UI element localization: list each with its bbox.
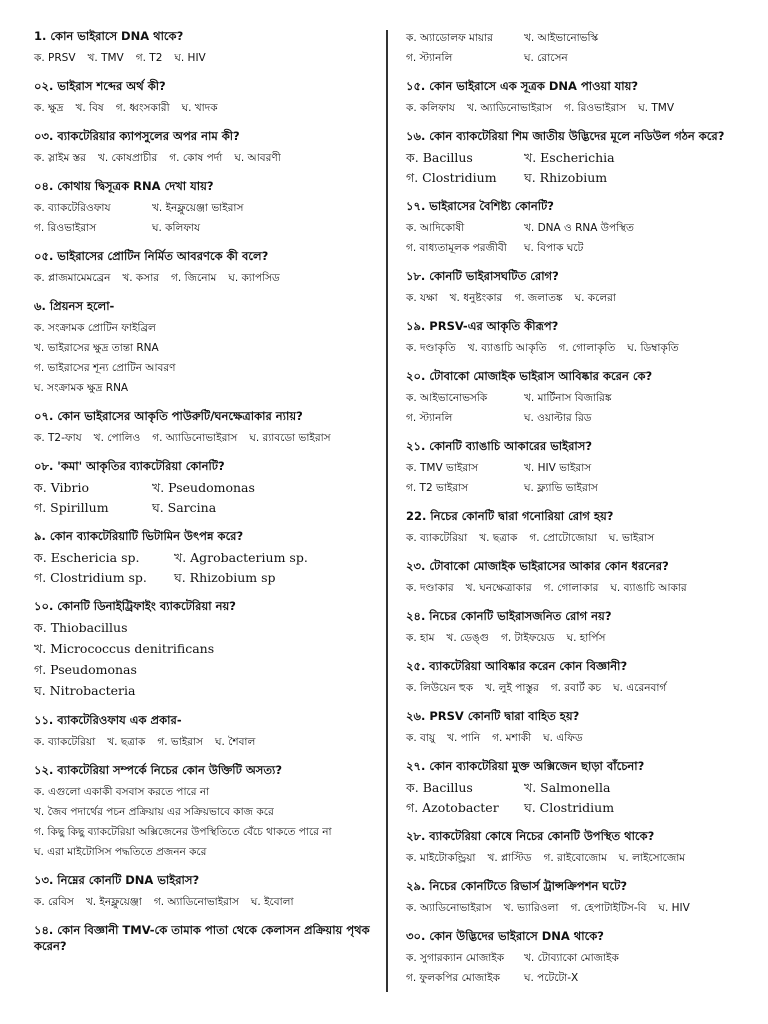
option: গ. জলাতঙ্ক bbox=[514, 292, 563, 304]
question-block bbox=[406, 268, 756, 308]
option: খ. Pseudomonas bbox=[152, 480, 255, 495]
question-text: ০৮. 'কমা' আকৃতির ব্যাকটেরিয়া কোনটি? bbox=[34, 459, 225, 473]
option-row bbox=[406, 28, 756, 48]
option: খ. পানি bbox=[447, 732, 481, 744]
option-row bbox=[406, 798, 756, 818]
option: ঘ. ক্যাপসিড bbox=[228, 272, 280, 284]
question-text: ১১. ব্যাকটেরিওফায এক প্রকার- bbox=[34, 713, 182, 727]
option: খ. পোলিও bbox=[93, 432, 141, 444]
question-block bbox=[406, 658, 756, 698]
option: গ. Clostridium bbox=[406, 170, 497, 185]
question-block bbox=[34, 458, 379, 518]
option: গ. গোলাকৃতি bbox=[558, 342, 616, 354]
options bbox=[34, 198, 379, 238]
option-row bbox=[406, 148, 756, 168]
question-block bbox=[406, 758, 756, 818]
question-text: ২১. কোনটি ব্যাঙাচি আকারের ভাইরাস? bbox=[406, 439, 593, 453]
option: ক. Eschericia sp. bbox=[34, 550, 140, 565]
option-row bbox=[406, 848, 756, 868]
question-block bbox=[34, 78, 379, 118]
option-row bbox=[406, 288, 756, 308]
question-block bbox=[406, 708, 756, 748]
option-row bbox=[406, 778, 756, 798]
option-line bbox=[34, 358, 379, 378]
option: গ. ফুলকপির মোজাইক bbox=[406, 972, 501, 984]
question-text: ২৪. নিচের কোনটি ভাইরাসজনিত রোগ নয়? bbox=[406, 609, 612, 623]
option-row bbox=[406, 968, 756, 988]
option-row bbox=[34, 498, 379, 518]
options bbox=[406, 288, 756, 308]
option-row bbox=[406, 458, 756, 478]
question-text: ১৪. কোন বিজ্ঞানী TMV-কে তামাক পাতা থেকে কেলাসন প্রক্রিয়ায় পৃথক করেন? bbox=[34, 923, 370, 953]
option: খ. ধনুষ্টংকার bbox=[449, 292, 503, 304]
option: ক. স্লাইম স্তর bbox=[34, 152, 86, 164]
question-block bbox=[34, 28, 379, 68]
option: ঘ. HIV bbox=[658, 902, 690, 914]
option: খ. Agrobacterium sp. bbox=[174, 550, 308, 565]
question-text: ১০. কোনটি ডিনাইট্রিফাইং ব্যাকটেরিয়া নয়? bbox=[34, 599, 236, 613]
question-text: ৬. প্রিয়নস হলো- bbox=[34, 299, 115, 313]
option: গ. T2 ভাইরাস bbox=[406, 482, 469, 494]
question-block bbox=[406, 128, 756, 188]
option: ঘ. ইবোলা bbox=[250, 896, 294, 908]
option: ক. সুগারক্যান মোজাইক bbox=[406, 952, 505, 964]
options bbox=[34, 548, 379, 588]
option: খ. অ্যাডিনোভাইরাস bbox=[466, 102, 553, 114]
option: ঘ. Rhizobium sp bbox=[174, 570, 276, 585]
question-text: ৯. কোন ব্যাকটেরিয়াটি ভিটামিন উৎপন্ন করে? bbox=[34, 529, 244, 543]
option: ঘ. রোসেন bbox=[524, 52, 568, 64]
option: ঘ. ডিম্বাকৃতি bbox=[627, 342, 679, 354]
question-block bbox=[406, 928, 756, 988]
question-block bbox=[34, 712, 379, 752]
option: গ. বাধ্যতামূলক পরজীবী bbox=[406, 242, 507, 254]
question-block bbox=[34, 598, 379, 702]
options bbox=[34, 428, 379, 448]
option-row bbox=[34, 568, 379, 588]
option: খ. Escherichia bbox=[524, 150, 615, 165]
option: গ. গোলাকার bbox=[543, 582, 599, 594]
option: গ. Spirillum bbox=[34, 500, 109, 515]
options bbox=[34, 782, 379, 862]
options bbox=[406, 528, 756, 548]
option: ক. Vibrio bbox=[34, 480, 89, 495]
option: খ. Salmonella bbox=[524, 780, 611, 795]
option-row bbox=[406, 478, 756, 498]
option: খ. কোষপ্রাচীর bbox=[97, 152, 158, 164]
option: গ. স্ট্যানলি bbox=[406, 412, 453, 424]
option-row bbox=[34, 478, 379, 498]
options bbox=[34, 98, 379, 118]
option-line bbox=[34, 822, 379, 842]
question-text: ২৬. PRSV কোনটি দ্বারা বাহিত হয়? bbox=[406, 709, 580, 723]
option: ঘ. Nitrobacteria bbox=[34, 683, 136, 698]
option: গ. রিওভাইরাস bbox=[564, 102, 627, 114]
option: খ. ইনফ্লুয়েঞ্জা bbox=[85, 896, 142, 908]
options bbox=[406, 898, 756, 918]
option: ঘ. পটেটো-X bbox=[524, 972, 579, 984]
option-line bbox=[34, 782, 379, 802]
option: গ. রাইবোজোম bbox=[543, 852, 607, 864]
options bbox=[34, 732, 379, 752]
option: গ. অ্যাডিনোভাইরাস bbox=[153, 896, 239, 908]
question-block bbox=[34, 528, 379, 588]
question-block bbox=[34, 872, 379, 912]
options bbox=[34, 478, 379, 518]
options bbox=[406, 388, 756, 428]
option: খ. ঘনক্ষেত্রাকার bbox=[465, 582, 532, 594]
option: খ. TMV bbox=[87, 52, 124, 64]
options bbox=[406, 678, 756, 698]
option: গ. Clostridium sp. bbox=[34, 570, 147, 585]
option: গ. কিছু কিছু ব্যাকটেরিয়া অক্সিজেনের উপস্থিতিতে বেঁচে থাকতে পারে না bbox=[34, 826, 332, 838]
option-row bbox=[406, 98, 756, 118]
question-text: ২৩. টোবাকো মোজাইক ভাইরাসের আকার কোন ধরনের? bbox=[406, 559, 669, 573]
question-text: ১৬. কোন ব্যাকটেরিয়া শিম জাতীয় উদ্ভিদের মূলে নডিউল গঠন করে? bbox=[406, 129, 725, 143]
option-row bbox=[34, 198, 379, 218]
option-row bbox=[406, 408, 756, 428]
option: ঘ. এরা মাইটোসিস পদ্ধতিতে প্রজনন করে bbox=[34, 846, 207, 858]
option: ঘ. কলিফায bbox=[152, 222, 201, 234]
option-row bbox=[34, 98, 379, 118]
option: ক. আইভানোভসকি bbox=[406, 392, 488, 404]
option: খ. বিষ bbox=[75, 102, 104, 114]
question-block bbox=[406, 828, 756, 868]
question-text: ১৯. PRSV-এর আকৃতি কীরূপ? bbox=[406, 319, 559, 333]
option: গ. জিনোম bbox=[171, 272, 217, 284]
option: খ. প্লাস্টিড bbox=[487, 852, 532, 864]
option: খ. জৈব পদার্থের পচন প্রক্রিয়ায় এর সক্রিয়ভাবে কাজ করে bbox=[34, 806, 274, 818]
option-line bbox=[34, 338, 379, 358]
option: ঘ. র‍্যাবডো ভাইরাস bbox=[249, 432, 331, 444]
option-row bbox=[406, 578, 756, 598]
question-text: ১৫. কোন ভাইরাসে এক সূত্রক DNA পাওয়া যায়? bbox=[406, 79, 639, 93]
option: ক. এগুলো একাকী বসবাস করতে পারে না bbox=[34, 786, 210, 798]
option-row bbox=[406, 48, 756, 68]
option: খ. কসার bbox=[122, 272, 160, 284]
options bbox=[406, 728, 756, 748]
options bbox=[34, 48, 379, 68]
option: খ. মার্টিনাস বিজারিঙ্ক bbox=[524, 392, 612, 404]
options bbox=[406, 628, 756, 648]
options bbox=[406, 458, 756, 498]
question-text: ০৭. কোন ভাইরাসের আকৃতি পাউরুটি/ঘনক্ষেত্রাকার ন্যায়? bbox=[34, 409, 303, 423]
option: খ. ছত্রাক bbox=[107, 736, 146, 748]
option: গ. প্রোটোজোয়া bbox=[529, 532, 597, 544]
question-text: ০২. ভাইরাস শব্দের অর্থ কী? bbox=[34, 79, 166, 93]
option: ঘ. TMV bbox=[638, 102, 675, 114]
option-line bbox=[34, 681, 379, 702]
option-row bbox=[406, 898, 756, 918]
option: গ. মশাকী bbox=[492, 732, 532, 744]
option-line bbox=[34, 802, 379, 822]
option-row bbox=[34, 892, 379, 912]
option-line bbox=[34, 842, 379, 862]
options bbox=[406, 338, 756, 358]
option: খ. ছত্রাক bbox=[479, 532, 518, 544]
option: খ. ভাইরাসের ক্ষুদ্র তান্তা RNA bbox=[34, 342, 159, 354]
question-block bbox=[34, 298, 379, 398]
question-block bbox=[34, 178, 379, 238]
option-row bbox=[406, 528, 756, 548]
option: ক. TMV ভাইরাস bbox=[406, 462, 479, 474]
option: গ. ধ্বংসকারী bbox=[115, 102, 170, 114]
option: গ. স্ট্যানলি bbox=[406, 52, 453, 64]
option: গ. Pseudomonas bbox=[34, 662, 137, 677]
option-row bbox=[406, 388, 756, 408]
question-block bbox=[406, 508, 756, 548]
option: ঘ. বিপাক ঘটে bbox=[524, 242, 584, 254]
option: ক. দণ্ডাকৃতি bbox=[406, 342, 456, 354]
question-text: ২৯. নিচের কোনটিতে রিভার্স ট্রান্সক্রিপশন ঘটে? bbox=[406, 879, 628, 893]
option: ঘ. শৈবাল bbox=[214, 736, 256, 748]
question-block bbox=[406, 558, 756, 598]
option-line bbox=[34, 318, 379, 338]
option-line bbox=[34, 660, 379, 681]
option: খ. HIV ভাইরাস bbox=[524, 462, 592, 474]
option-row bbox=[34, 428, 379, 448]
option-row bbox=[34, 218, 379, 238]
question-block bbox=[406, 198, 756, 258]
option: গ. Azotobacter bbox=[406, 800, 499, 815]
option: ঘ. ফ্ল্যাভি ভাইরাস bbox=[524, 482, 598, 494]
option-row bbox=[406, 728, 756, 748]
option: ঘ. এফিড bbox=[543, 732, 583, 744]
option: ঘ. ভাইরাস bbox=[608, 532, 655, 544]
option: ঘ. Rhizobium bbox=[524, 170, 608, 185]
option-row bbox=[406, 168, 756, 188]
question-text: ২৭. কোন ব্যাকটেরিয়া মুক্ত অক্সিজেন ছাড়া বাঁচেনা? bbox=[406, 759, 645, 773]
option-row bbox=[406, 338, 756, 358]
option: ক. যক্ষা bbox=[406, 292, 438, 304]
question-text: ০৫. ভাইরাসের প্রোটিন নির্মিত আবরণকে কী বলে? bbox=[34, 249, 269, 263]
option: ক. রেবিস bbox=[34, 896, 74, 908]
option: ক. হাম bbox=[406, 632, 435, 644]
options bbox=[406, 778, 756, 818]
question-block bbox=[406, 28, 756, 68]
option: ঘ. HIV bbox=[174, 52, 206, 64]
option: ঘ. লাইসোজোম bbox=[618, 852, 686, 864]
option: ঘ. সংক্রামক ক্ষুদ্র RNA bbox=[34, 382, 129, 394]
option: ক. লিউয়েন হুক bbox=[406, 682, 474, 694]
options bbox=[406, 218, 756, 258]
options bbox=[34, 892, 379, 912]
option: ক. অ্যাডোলফ মায়ার bbox=[406, 32, 493, 44]
question-block bbox=[406, 368, 756, 428]
option: ঘ. এরেনবার্গ bbox=[613, 682, 667, 694]
option: খ. ডেঙ্গু bbox=[446, 632, 489, 644]
option: ক. Bacillus bbox=[406, 780, 473, 795]
option: গ. রিওভাইরাস bbox=[34, 222, 97, 234]
question-text: 1. কোন ভাইরাসে DNA থাকে? bbox=[34, 29, 184, 43]
option-row bbox=[406, 678, 756, 698]
option: গ. টাইফয়েড bbox=[501, 632, 555, 644]
option: গ. রবার্ট কচ bbox=[550, 682, 602, 694]
option: ক. PRSV bbox=[34, 52, 76, 64]
option: ক. অ্যাডিনোভাইরাস bbox=[406, 902, 492, 914]
option: ঘ. Sarcina bbox=[152, 500, 217, 515]
question-text: ২০. টোবাকো মোজাইক ভাইরাস আবিষ্কার করেন কে? bbox=[406, 369, 653, 383]
options bbox=[34, 148, 379, 168]
options bbox=[34, 318, 379, 398]
option-row bbox=[406, 628, 756, 648]
question-text: ১৩. নিম্নের কোনটি DNA ভাইরাস? bbox=[34, 873, 200, 887]
column-divider bbox=[386, 30, 388, 992]
options bbox=[406, 578, 756, 598]
question-block bbox=[406, 878, 756, 918]
question-text: ১২. ব্যাকটেরিয়া সম্পর্কে নিচের কোন উক্তিটি অসত্য? bbox=[34, 763, 283, 777]
option-row bbox=[34, 732, 379, 752]
option: গ. T2 bbox=[135, 52, 163, 64]
question-block bbox=[406, 78, 756, 118]
option: খ. লুই পাস্তুর bbox=[485, 682, 539, 694]
option: ক. কলিফায bbox=[406, 102, 455, 114]
option: ক. সংক্রামক প্রোটিন ফাইব্রিল bbox=[34, 322, 156, 334]
option: গ. অ্যাডিনোভাইরাস bbox=[152, 432, 238, 444]
right-column bbox=[406, 28, 756, 998]
options bbox=[406, 848, 756, 868]
option: ক. বায়ু bbox=[406, 732, 436, 744]
question-text: 22. নিচের কোনটি দ্বারা গনোরিয়া রোগ হয়? bbox=[406, 509, 614, 523]
left-column bbox=[34, 28, 379, 958]
options bbox=[34, 268, 379, 288]
option: ঘ. কলেরা bbox=[574, 292, 616, 304]
question-block bbox=[406, 438, 756, 498]
option: ক. T2-ফায bbox=[34, 432, 82, 444]
option: ঘ. ওয়াল্টার রিড bbox=[524, 412, 592, 424]
option: খ. টোব্যাকো মোজাইক bbox=[524, 952, 619, 964]
options bbox=[34, 618, 379, 702]
options bbox=[406, 98, 756, 118]
question-block bbox=[34, 922, 379, 954]
options bbox=[406, 148, 756, 188]
option-row bbox=[406, 948, 756, 968]
option-row bbox=[34, 548, 379, 568]
question-text: ১৮. কোনটি ভাইরাসঘটিত রোগ? bbox=[406, 269, 559, 283]
option: খ. Micrococcus denitrificans bbox=[34, 641, 215, 656]
option: ক. ব্যাকটেরিওফায bbox=[34, 202, 111, 214]
option: খ. ইনফ্লুয়েঞ্জা ভাইরাস bbox=[152, 202, 244, 214]
question-text: ৩০. কোন উদ্ভিদের ভাইরাসে DNA থাকে? bbox=[406, 929, 604, 943]
option: ক. Thiobacillus bbox=[34, 620, 128, 635]
option: খ. ভ্যারিওলা bbox=[503, 902, 559, 914]
option: গ. কোষ পর্দা bbox=[169, 152, 223, 164]
option: খ. ব্যাঙাচি আকৃতি bbox=[467, 342, 547, 354]
option: গ. ভাইরাস bbox=[157, 736, 203, 748]
option: ঘ. আবরণী bbox=[234, 152, 281, 164]
option: ক. আদিকোষী bbox=[406, 222, 465, 234]
option-row bbox=[34, 268, 379, 288]
option: খ. DNA ও RNA উপস্থিত bbox=[524, 222, 634, 234]
option: গ. হেপাটাইটিস-বি bbox=[570, 902, 647, 914]
option: ঘ. খাদক bbox=[181, 102, 218, 114]
option: খ. আইভানোভস্কি bbox=[524, 32, 599, 44]
option-row bbox=[406, 238, 756, 258]
option-row bbox=[34, 148, 379, 168]
option-line bbox=[34, 618, 379, 639]
question-text: ০৩. ব্যাকটেরিয়ার ক্যাপসুলের অপর নাম কী? bbox=[34, 129, 240, 143]
option: ক. দণ্ডাকার bbox=[406, 582, 454, 594]
question-text: ২৮. ব্যাকটেরিয়া কোষে নিচের কোনটি উপস্থিত থাকে? bbox=[406, 829, 655, 843]
question-block bbox=[34, 408, 379, 448]
option: ক. মাইটোকন্ড্রিয়া bbox=[406, 852, 476, 864]
option: ক. Bacillus bbox=[406, 150, 473, 165]
option: ঘ. ব্যাঙাচি আকার bbox=[610, 582, 687, 594]
option: গ. ভাইরাসের শূন্য প্রোটিন আবরণ bbox=[34, 362, 176, 374]
option: ঘ. হার্পিস bbox=[566, 632, 606, 644]
option: ঘ. Clostridium bbox=[524, 800, 615, 815]
question-block bbox=[406, 608, 756, 648]
option-row bbox=[34, 48, 379, 68]
question-text: ২৫. ব্যাকটেরিয়া আবিষ্কার করেন কোন বিজ্ঞানী? bbox=[406, 659, 628, 673]
options bbox=[406, 948, 756, 988]
option: ক. ব্যাকটেরিয়া bbox=[34, 736, 96, 748]
option-row bbox=[406, 218, 756, 238]
question-block bbox=[34, 248, 379, 288]
question-block bbox=[34, 762, 379, 862]
option-line bbox=[34, 378, 379, 398]
options bbox=[406, 28, 756, 68]
option-line bbox=[34, 639, 379, 660]
question-block bbox=[34, 128, 379, 168]
question-text: ০৪. কোথায় দ্বিসূত্রক RNA দেখা যায়? bbox=[34, 179, 214, 193]
option: ক. ক্ষুদ্র bbox=[34, 102, 64, 114]
option: ক. প্লাজমামেমব্রেন bbox=[34, 272, 111, 284]
question-block bbox=[406, 318, 756, 358]
question-text: ১৭. ভাইরাসের বৈশিষ্ট্য কোনটি? bbox=[406, 199, 554, 213]
option: ক. ব্যাকটেরিয়া bbox=[406, 532, 468, 544]
